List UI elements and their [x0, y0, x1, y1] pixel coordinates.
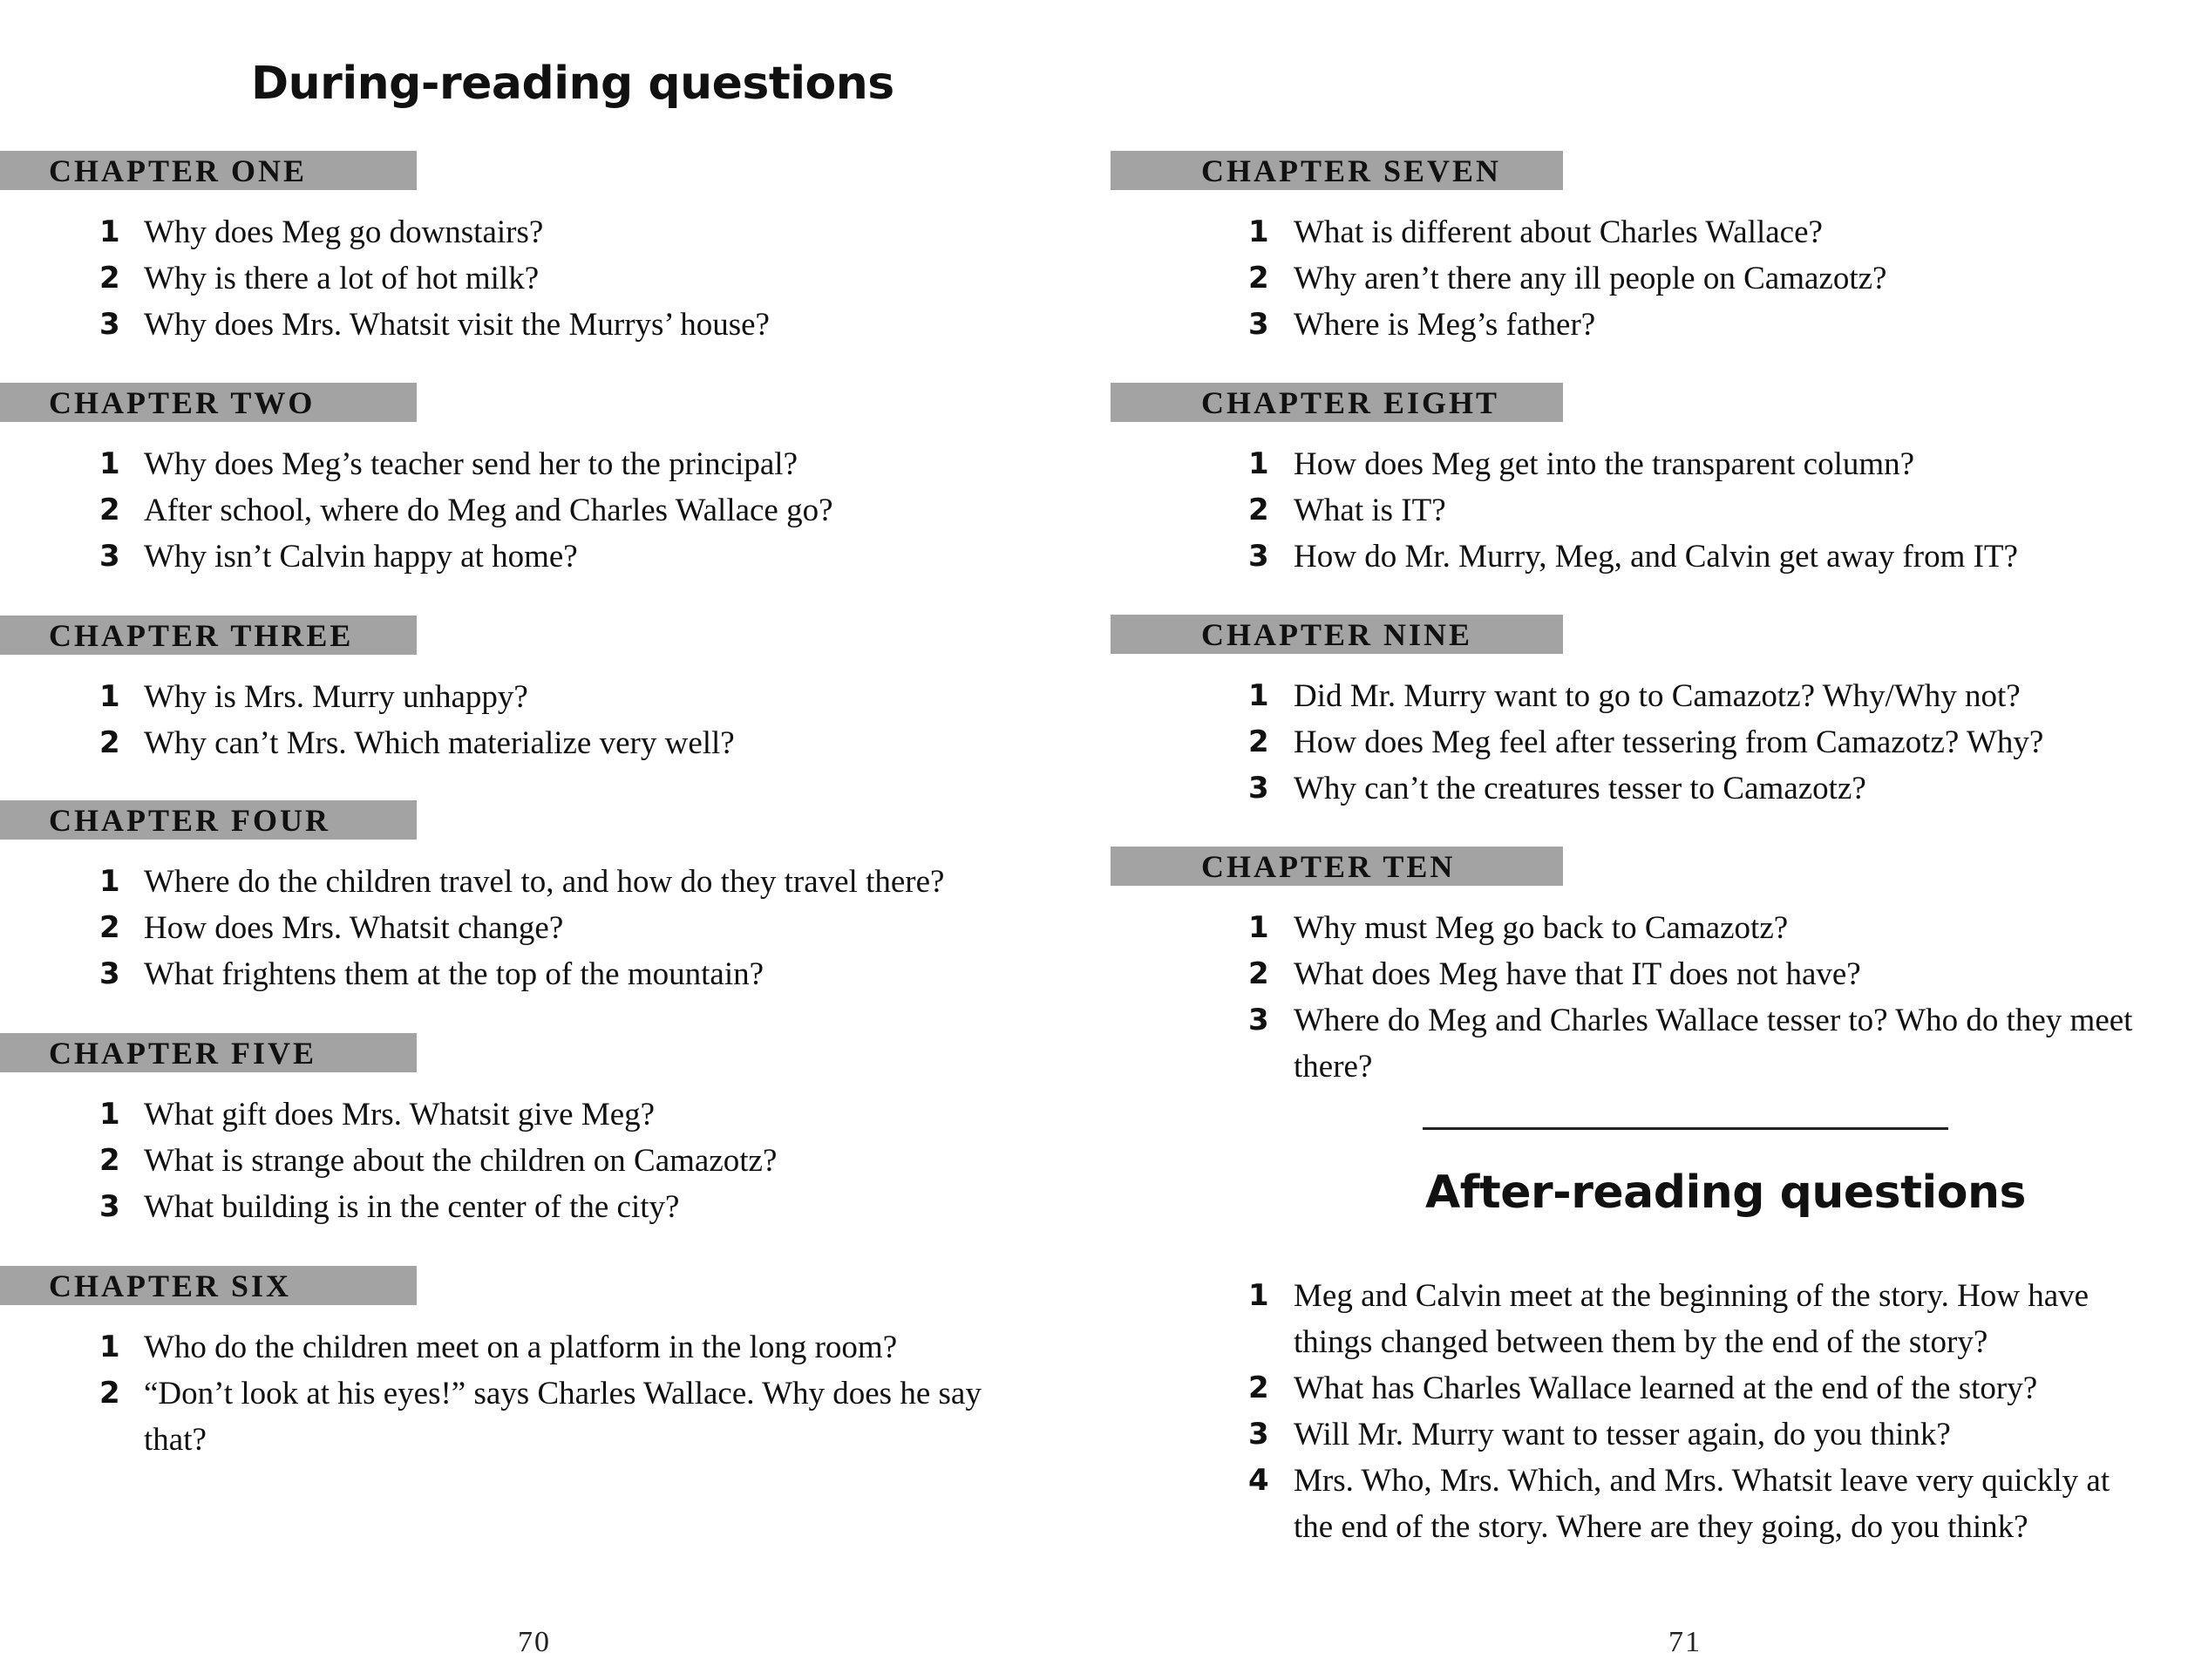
question-text: Mrs. Who, Mrs. Which, and Mrs. Whatsit leave very quickly at the end of the story. Where are they going, do you think? [1294, 1463, 2110, 1545]
chapter-one-section [0, 151, 1002, 348]
question-text: Did Mr. Murry want to go to Camazotz? Why/Why not? [1294, 678, 2021, 714]
question-text: How do Mr. Murry, Meg, and Calvin get away from IT? [1294, 539, 2018, 575]
question-item [0, 1371, 1002, 1463]
after-reading-heading: After-reading questions [1425, 1166, 2026, 1219]
question-number: 1 [1248, 910, 1269, 945]
question-number: 3 [1248, 771, 1269, 806]
question-text: Why does Mrs. Whatsit visit the Murrys’ house? [144, 307, 770, 343]
chapter-heading: CHAPTER THREE [0, 616, 417, 655]
after-reading-question-list [1094, 1273, 2184, 1550]
during-reading-heading: During-reading questions [251, 58, 894, 110]
question-text: What gift does Mrs. Whatsit give Meg? [144, 1097, 656, 1132]
question-item [1094, 487, 2096, 534]
question-item [1094, 997, 2133, 1090]
question-number: 3 [1248, 1003, 1269, 1037]
question-text: What is IT? [1294, 493, 1446, 528]
question-number: 1 [99, 679, 120, 714]
question-list [0, 209, 1002, 348]
question-text: Why can’t the creatures tesser to Camazotz? [1294, 771, 1866, 806]
question-list [1094, 209, 2096, 348]
question-list [1094, 905, 2133, 1090]
chapter-six-section [0, 1266, 1002, 1463]
question-text: “Don’t look at his eyes!” says Charles Wallace. Why does he say that? [144, 1376, 982, 1458]
chapter-ten-section [1094, 847, 2133, 1090]
question-number: 1 [99, 1330, 120, 1364]
question-item [0, 720, 1002, 766]
question-number: 3 [99, 539, 120, 574]
question-number: 3 [99, 1189, 120, 1224]
question-item [0, 1092, 1002, 1138]
chapter-eight-section [1094, 383, 2096, 580]
question-text: After school, where do Meg and Charles Wallace go? [144, 493, 833, 528]
question-number: 2 [99, 493, 120, 527]
chapter-heading: CHAPTER SEVEN [1111, 151, 1563, 190]
chapter-heading: CHAPTER FOUR [0, 800, 417, 840]
question-text: How does Meg feel after tessering from Camazotz? Why? [1294, 724, 2044, 760]
question-text: Where is Meg’s father? [1294, 307, 1596, 343]
question-item [1094, 255, 2096, 302]
question-number: 1 [99, 1097, 120, 1132]
question-item [1094, 209, 2096, 255]
chapter-three-section [0, 616, 1002, 766]
question-text: Why can’t Mrs. Which materialize very well? [144, 725, 735, 761]
question-item [0, 905, 1002, 951]
question-number: 2 [1248, 956, 1269, 991]
question-list [1094, 441, 2096, 580]
question-text: What has Charles Wallace learned at the end of the story? [1294, 1371, 2038, 1406]
question-number: 2 [99, 261, 120, 296]
question-text: Why must Meg go back to Camazotz? [1294, 910, 1789, 946]
question-text: What is different about Charles Wallace? [1294, 214, 1823, 250]
question-number: 2 [99, 1376, 120, 1411]
question-number: 1 [99, 864, 120, 899]
question-text: Why does Meg’s teacher send her to the principal? [144, 446, 798, 482]
question-item [1094, 673, 2096, 719]
question-number: 2 [1248, 1371, 1269, 1405]
question-number: 3 [1248, 539, 1269, 574]
question-number: 3 [1248, 1417, 1269, 1452]
question-text: Why is Mrs. Murry unhappy? [144, 679, 528, 715]
question-text: What frightens them at the top of the mountain? [144, 956, 764, 992]
question-text: Where do the children travel to, and how do they travel there? [144, 864, 945, 900]
chapter-heading: CHAPTER NINE [1111, 615, 1563, 654]
chapter-heading: CHAPTER TWO [0, 383, 417, 422]
question-number: 1 [99, 214, 120, 249]
question-item [1094, 905, 2096, 951]
chapter-two-section [0, 383, 1002, 580]
question-number: 2 [1248, 493, 1269, 527]
chapter-heading: CHAPTER EIGHT [1111, 383, 1563, 422]
question-list [0, 1324, 1002, 1463]
question-item [0, 859, 1002, 905]
question-number: 1 [1248, 1278, 1269, 1313]
chapter-heading: CHAPTER SIX [0, 1266, 417, 1305]
question-number: 3 [99, 956, 120, 991]
question-list [0, 674, 1002, 766]
question-text: What does Meg have that IT does not have? [1294, 956, 1861, 992]
question-text: Will Mr. Murry want to tesser again, do you think? [1294, 1417, 1951, 1452]
question-item [0, 441, 1002, 487]
question-text: Why aren’t there any ill people on Camazotz? [1294, 261, 1887, 296]
question-number: 2 [99, 725, 120, 760]
question-item [0, 1184, 1002, 1230]
question-list [1094, 673, 2096, 812]
question-text: What is strange about the children on Camazotz? [144, 1143, 778, 1179]
page-number: 70 [518, 1626, 551, 1658]
question-text: Why isn’t Calvin happy at home? [144, 539, 578, 575]
question-item [0, 534, 1002, 580]
question-item [0, 674, 1002, 720]
question-item [1094, 765, 2096, 812]
question-item [0, 302, 1002, 348]
question-number: 1 [1248, 678, 1269, 713]
question-item [0, 1138, 1002, 1184]
question-list [0, 859, 1002, 997]
question-number: 2 [99, 1143, 120, 1178]
question-text: Who do the children meet on a platform in the long room? [144, 1330, 898, 1365]
chapter-four-section [0, 800, 1002, 997]
question-item [0, 1324, 1002, 1371]
question-number: 2 [99, 910, 120, 945]
question-item [1094, 1458, 2184, 1550]
question-number: 2 [1248, 261, 1269, 296]
chapter-nine-section [1094, 615, 2096, 812]
question-text: Meg and Calvin meet at the beginning of the story. How have things changed between them by the end of the story? [1294, 1278, 2089, 1360]
question-item [1094, 534, 2096, 580]
question-text: What building is in the center of the city? [144, 1189, 680, 1225]
question-item [1094, 1411, 2184, 1458]
question-item [0, 255, 1002, 302]
question-item [1094, 719, 2096, 765]
section-divider [1423, 1127, 1948, 1130]
question-number: 1 [99, 446, 120, 481]
question-item [1094, 951, 2096, 997]
question-number: 3 [99, 307, 120, 342]
right-page [1094, 0, 2188, 1680]
question-number: 1 [1248, 214, 1269, 249]
question-number: 1 [1248, 446, 1269, 481]
question-text: How does Meg get into the transparent column? [1294, 446, 1915, 482]
question-item [1094, 441, 2096, 487]
question-text: How does Mrs. Whatsit change? [144, 910, 564, 946]
question-number: 2 [1248, 724, 1269, 759]
question-list [0, 441, 1002, 580]
question-item [0, 487, 1002, 534]
chapter-five-section [0, 1033, 1002, 1230]
question-item [0, 209, 1002, 255]
question-text: Why does Meg go downstairs? [144, 214, 544, 250]
chapter-heading: CHAPTER ONE [0, 151, 417, 190]
question-number: 3 [1248, 307, 1269, 342]
question-text: Where do Meg and Charles Wallace tesser to? Who do they meet there? [1294, 1003, 2133, 1085]
chapter-heading: CHAPTER TEN [1111, 847, 1563, 886]
question-text: Why is there a lot of hot milk? [144, 261, 540, 296]
question-item [1094, 302, 2096, 348]
question-list [0, 1092, 1002, 1230]
page-number: 71 [1668, 1626, 1702, 1658]
question-item [1094, 1365, 2184, 1411]
chapter-seven-section [1094, 151, 2096, 348]
question-item [0, 951, 1002, 997]
question-item [1094, 1273, 2184, 1365]
chapter-heading: CHAPTER FIVE [0, 1033, 417, 1072]
question-number: 4 [1248, 1463, 1269, 1498]
